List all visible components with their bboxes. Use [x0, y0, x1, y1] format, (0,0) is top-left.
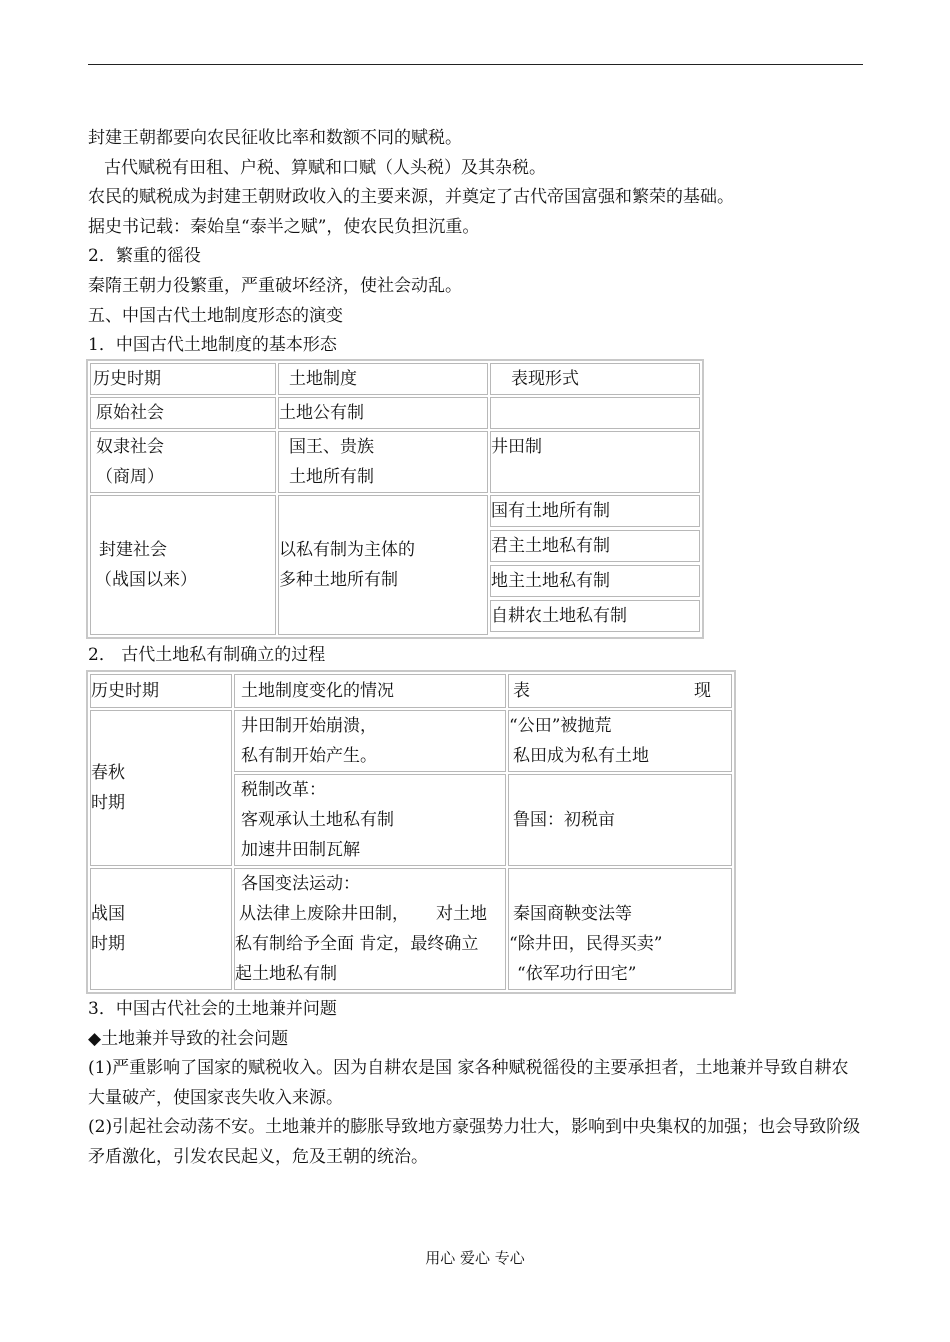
- table2-show: 私田成为私有土地: [513, 746, 649, 766]
- table1-period: 封建社会: [99, 540, 167, 560]
- table2-header-cell: [508, 674, 732, 708]
- subsection-title-2: 2． 古代土地私有制确立的过程: [88, 645, 326, 665]
- subsection-title-3: 3．中国古代社会的土地兼并问题: [88, 999, 337, 1019]
- table2-header-cell: 土地制度变化的情况: [234, 674, 506, 708]
- subsection-title-1: 1．中国古代土地制度的基本形态: [88, 335, 337, 355]
- section-title-5: 五、中国古代土地制度形态的演变: [88, 306, 343, 326]
- table2-change: 从法律上废除井田制， 对土地: [239, 904, 488, 924]
- table1-system: 土地所有制: [289, 467, 374, 487]
- table2-header-show-2: 现: [694, 681, 711, 701]
- table2-show: 秦国商鞅变法等: [513, 904, 632, 924]
- paragraph-2: 古代赋税有田租、户税、算赋和口赋（人头税）及其杂税。: [104, 158, 546, 178]
- private-land-process-table: [86, 670, 736, 994]
- header-rule: [88, 64, 863, 65]
- table1-header-cell: 历史时期: [90, 363, 276, 395]
- table2-change: 起土地私有制: [235, 964, 337, 984]
- table2-row: [90, 868, 732, 990]
- table1-row: [90, 495, 700, 635]
- table1-row: [90, 397, 700, 429]
- table2-header-show-1: 表: [513, 681, 530, 701]
- table2-period: 时期: [91, 934, 125, 954]
- paragraph-5: 秦隋王朝力役繁重，严重破坏经济，使社会动乱。: [88, 276, 462, 296]
- table1-form: 君主土地私有制: [490, 530, 700, 562]
- table1-period-note: （商周）: [96, 467, 164, 487]
- table2-change: 各国变法运动：: [241, 874, 360, 894]
- table2-show: “公田”被抛荒: [509, 716, 612, 736]
- table2-change: 私有制开始产生。: [241, 746, 377, 766]
- table2-header-cell: 历史时期: [90, 674, 232, 708]
- page-footer: 用心 爱心 专心: [425, 1249, 525, 1267]
- table2-change: 私有制给予全面 肯定，最终确立: [235, 934, 479, 954]
- table1-header-cell: 土地制度: [278, 363, 488, 395]
- paragraph-3: 农民的赋税成为封建王朝财政收入的主要来源，并奠定了古代帝国富强和繁荣的基础。: [88, 187, 734, 207]
- bullet-title: ◆土地兼并导致的社会问题: [88, 1029, 289, 1049]
- heading-corvee: 2．繁重的徭役: [88, 246, 201, 266]
- table1-period-note: （战国以来）: [95, 570, 197, 590]
- table1-form: 井田制: [491, 437, 542, 457]
- table2-period: 时期: [91, 793, 125, 813]
- paragraph-1: 封建王朝都要向农民征收比率和数额不同的赋税。: [88, 128, 462, 148]
- table2-show: “依军功行田宅”: [517, 964, 637, 984]
- land-system-forms-table: [86, 359, 704, 639]
- problem-2: (2)引起社会动荡不安。土地兼并的膨胀导致地方豪强势力壮大，影响到中央集权的加强；也会导致阶级矛盾激化，引发农民起义，危及王朝的统治。: [88, 1117, 861, 1167]
- table1-form: 国有土地所有制: [490, 495, 700, 527]
- table1-header-cell: 表现形式: [490, 363, 700, 395]
- table2-change: 税制改革：: [241, 780, 326, 800]
- table2-change: 井田制开始崩溃，: [241, 716, 377, 736]
- table1-system: 土地公有制: [279, 403, 364, 423]
- table1-form: 地主土地私有制: [490, 565, 700, 597]
- table1-system: 国王、贵族: [289, 437, 374, 457]
- table2-show: 鲁国：初税亩: [513, 810, 615, 830]
- table2-change: 加速井田制瓦解: [241, 840, 360, 860]
- paragraph-4: 据史书记载：秦始皇“泰半之赋”，使农民负担沉重。: [88, 217, 480, 237]
- table2-period: 春秋: [91, 763, 125, 783]
- table1-system: 多种土地所有制: [279, 570, 398, 590]
- table1-row: [90, 431, 700, 493]
- table1-period: 原始社会: [96, 403, 164, 423]
- table1-period: 奴隶社会: [96, 437, 164, 457]
- table1-system: 以私有制为主体的: [279, 540, 415, 560]
- problem-1: (1)严重影响了国家的赋税收入。因为自耕农是国 家各种赋税徭役的主要承担者，土地兼并导致自耕农大量破产，使国家丧失收入来源。: [88, 1058, 849, 1108]
- table1-form: 自耕农土地私有制: [490, 600, 700, 632]
- table2-change: 客观承认土地私有制: [241, 810, 394, 830]
- table2-row: [90, 710, 732, 772]
- table2-show: “除井田，民得买卖”: [509, 934, 663, 954]
- table2-period: 战国: [91, 904, 125, 924]
